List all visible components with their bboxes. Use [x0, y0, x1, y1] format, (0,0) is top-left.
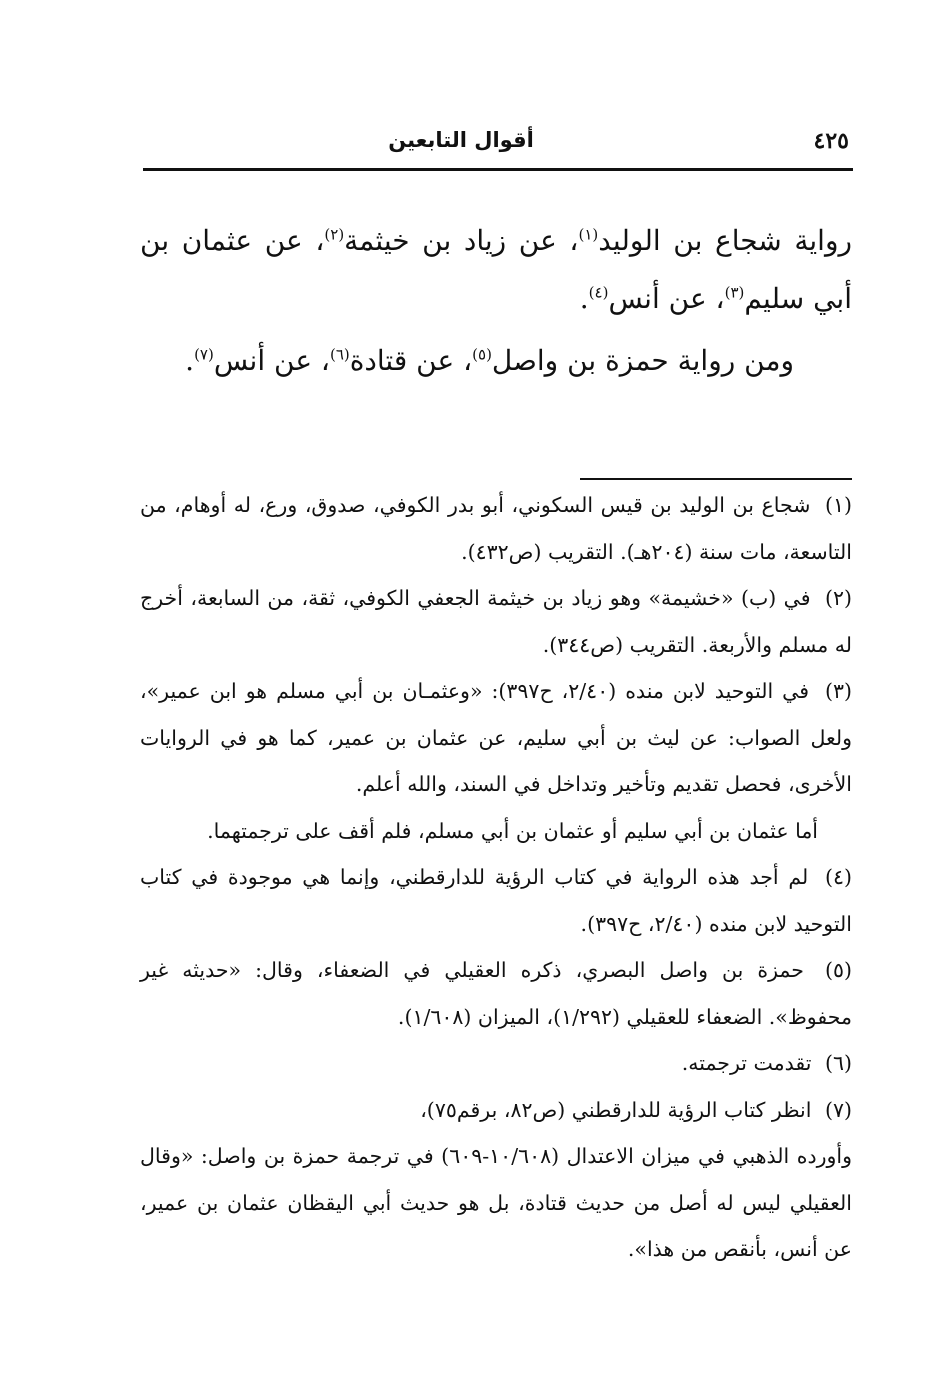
page-header: [143, 128, 849, 168]
main-text-segment: ، عن أنس: [213, 344, 330, 377]
footnote-7-continuation: وأورده الذهبي في ميزان الاعتدال (١٠/٦٠٨-٦٠٩) في ترجمة حمزة بن واصل: «وقال العقيلي ليس له أصل من حديث قتادة، بل هو حديث أبي اليقظان عثمان بن عمير، عن أنس، بأنقص من هذا».: [140, 1144, 853, 1261]
footnote-text: انظر كتاب الرؤية للدارقطني (ص٨٢، برقم٧٥)،: [420, 1097, 812, 1122]
footnote-text: تقدمت ترجمته.: [681, 1051, 812, 1075]
footnote-ref[interactable]: (٦): [329, 345, 350, 364]
footnote-ref[interactable]: (٥): [472, 345, 492, 364]
footnote-ref[interactable]: (٧): [194, 345, 214, 364]
footnote-text: لم أجد هذه الرواية في كتاب الرؤية للدارقطني، وإنما هي موجودة في كتاب التوحيد لابن منده (٢/٤٠، ح٣٩٧).: [140, 865, 852, 936]
main-paragraph-2: [140, 332, 852, 390]
footnote-3: [140, 668, 852, 808]
footnote-number: (٣): [824, 679, 852, 703]
footnote-7: [140, 1087, 852, 1134]
footnote-number: (٥): [824, 958, 852, 982]
footnote-ref[interactable]: (٤): [588, 283, 609, 302]
footnotes: [140, 482, 852, 1273]
footnote-number: (٦): [824, 1051, 852, 1075]
footnote-ref[interactable]: (٢): [324, 225, 345, 244]
footnote-text: حمزة بن واصل البصري، ذكره العقيلي في الضعفاء، وقال: «حديثه غير محفوظ». الضعفاء للعقيلي (١/٢٩٢)، الميزان (١/٦٠٨).: [140, 958, 852, 1029]
footnote-number: (٢): [824, 586, 852, 610]
footnote-3-continuation: أما عثمان بن أبي سليم أو عثمان بن أبي مسلم، فلم أقف على ترجمتهما.: [207, 818, 818, 843]
main-text-segment: ، عن عثمان بن أبي سليم: [140, 224, 852, 315]
main-text-segment: ، عن قتادة: [349, 344, 473, 377]
footnote-4: [140, 854, 852, 947]
footnote-text: شجاع بن الوليد بن قيس السكوني، أبو بدر الكوفي، صدوق، ورع، له أوهام، من التاسعة، مات سنة (٢٠٤هـ). التقريب (ص٤٣٢).: [140, 493, 852, 564]
footnote-text: في (ب) «خشيمة» وهو زياد بن خيثمة الجعفي الكوفي، ثقة، من السابعة، أخرج له مسلم والأربعة. التقريب (ص٣٤٤).: [140, 586, 852, 657]
main-text-segment: ، عن زياد بن خيثمة: [344, 224, 579, 257]
main-text-segment: .: [185, 344, 195, 377]
footnote-2: [140, 575, 852, 668]
header-rule: [143, 168, 853, 171]
footnote-ref[interactable]: (٣): [724, 283, 745, 302]
footnote-number: (١): [824, 493, 852, 517]
main-text: [140, 212, 852, 390]
main-text-segment: رواية شجاع بن الوليد: [598, 224, 852, 257]
footnote-number: (٧): [824, 1097, 852, 1122]
footnote-ref[interactable]: (١): [578, 225, 599, 244]
footnote-text: في التوحيد لابن منده (٢/٤٠، ح٣٩٧): «وعثمـان بن أبي مسلم هو ابن عمير»، ولعل الصواب: عن ليث بن أبي سليم، عن عثمان بن عمير، كما هو في الروايات الأخرى، فحصل تقديم وتأخير وتداخل في السند، والله أعلم.: [140, 679, 852, 796]
main-paragraph-1: [140, 212, 852, 328]
footnote-1: [140, 482, 852, 575]
footnote-separator: [580, 478, 852, 480]
main-text-segment: ومن رواية حمزة بن واصل: [491, 344, 794, 377]
main-text-segment: ، عن أنس: [608, 282, 725, 315]
footnote-6: [140, 1040, 852, 1087]
footnote-number: (٤): [824, 865, 852, 889]
main-text-segment: .: [579, 282, 589, 315]
footnote-5: [140, 947, 852, 1040]
page-number: ٤٢٥: [813, 128, 849, 154]
running-title: أقوال التابعين: [388, 128, 534, 152]
